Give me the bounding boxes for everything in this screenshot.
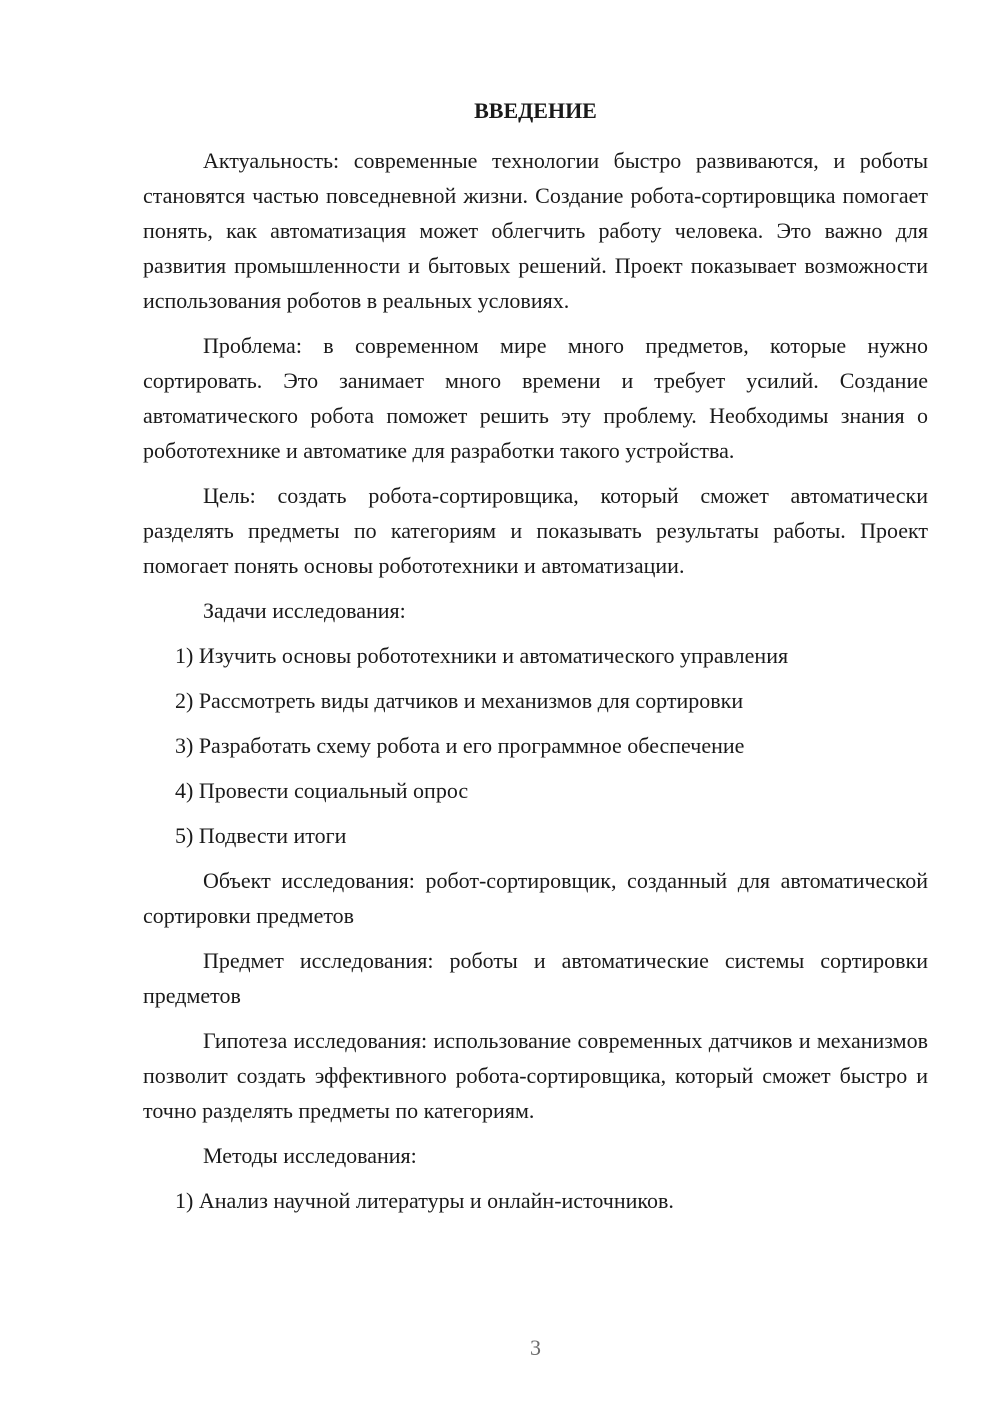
- document-page: [143, 0, 928, 1414]
- task-item: 5) Подвести итоги: [175, 823, 347, 848]
- task-item: 2) Рассмотреть виды датчиков и механизмов для сортировки: [175, 688, 744, 713]
- paragraph-problem: Проблема: в современном мире много предметов, которые нужно сортировать. Это занимает много времени и требует усилий. Создание автоматического робота поможет решить эту проблему. Необходимы знания о робототехнике и автоматике для разработки такого устройства.: [143, 333, 928, 463]
- tasks-heading: Задачи исследования:: [203, 598, 406, 623]
- method-item: 1) Анализ научной литературы и онлайн-источников.: [175, 1188, 674, 1213]
- page-number: 3: [530, 1335, 541, 1360]
- task-item: 3) Разработать схему робота и его программное обеспечение: [175, 733, 745, 758]
- paragraph-object: Объект исследования: робот-сортировщик, созданный для автоматической сортировки предметов: [143, 868, 928, 928]
- task-item: 4) Провести социальный опрос: [175, 778, 469, 803]
- paragraph-goal: Цель: создать робота-сортировщика, который сможет автоматически разделять предметы по категориям и показывать результаты работы. Проект помогает понять основы робототехники и автоматизации.: [143, 483, 928, 578]
- paragraph-relevance: Актуальность: современные технологии быстро развиваются, и роботы становятся частью повседневной жизни. Создание робота-сортировщика помогает понять, как автоматизация может облегчить работу человека. Это важно для развития промышленности и бытовых решений. Проект показывает возможности использования роботов в реальных условиях.: [143, 148, 928, 313]
- task-item: 1) Изучить основы робототехники и автоматического управления: [175, 643, 789, 668]
- paragraph-hypothesis: Гипотеза исследования: использование современных датчиков и механизмов позволит создать эффективного робота-сортировщика, который сможет быстро и точно разделять предметы по категориям.: [143, 1028, 928, 1123]
- methods-heading: Методы исследования:: [203, 1143, 417, 1168]
- paragraph-subject: Предмет исследования: роботы и автоматические системы сортировки предметов: [143, 948, 928, 1008]
- section-title: ВВЕДЕНИЕ: [474, 98, 597, 123]
- document-body: [143, 143, 928, 1228]
